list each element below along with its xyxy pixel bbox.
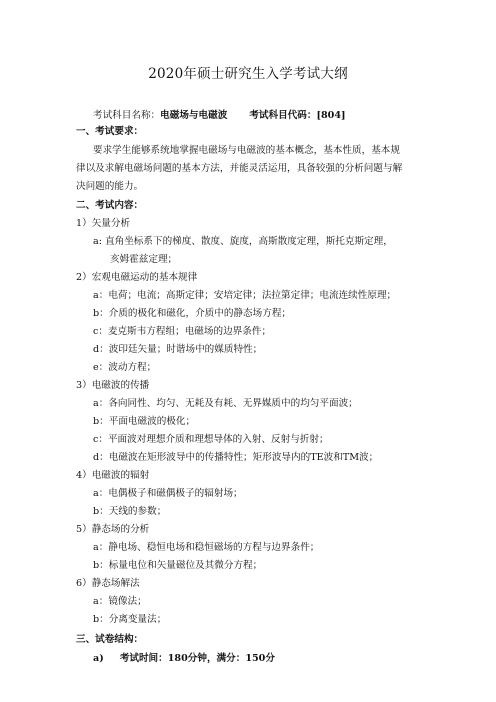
topic-item: a: 直角坐标系下的梯度、散度、旋度，高斯散度定理，斯托克斯定理， [93, 236, 393, 247]
structure-item-marker: a) [93, 653, 104, 664]
structure-item [93, 653, 275, 665]
topic-title: 4）电磁波的辐射 [76, 470, 150, 481]
topic-title: 2）宏观电磁运动的基本规律 [76, 272, 198, 283]
paragraph-line: 决问题的能力。 [76, 181, 144, 192]
subject-name-label: 考试科目名称： [93, 110, 161, 121]
topic-item: b：标量电位和矢量磁位及其微分方程； [93, 560, 263, 571]
section-heading-structure: 三、试卷结构： [76, 634, 144, 645]
topic-item: d：电磁波在矩形波导中的传播特性；矩形波导内的TE波和TM波； [93, 452, 379, 463]
structure-item-text: 考试时间：180分钟，满分：150分 [119, 653, 275, 664]
section-heading-requirements: 一、考试要求： [76, 126, 144, 137]
topic-item: a：静电场、稳恒电场和稳恒磁场的方程与边界条件； [93, 542, 320, 553]
topic-title: 1）矢量分析 [76, 218, 131, 229]
topic-title: 3）电磁波的传播 [76, 380, 150, 391]
topic-item: e：波动方程； [93, 362, 157, 373]
topic-item: b：介质的极化和磁化，介质中的静态场方程； [93, 308, 292, 319]
paragraph-line: 律以及求解电磁场问题的基本方法，并能灵活运用，具备较强的分析问题与解 [76, 163, 403, 174]
topic-title: 6）静态场解法 [76, 578, 140, 589]
document-title: 2020年硕士研究生入学考试大纲 [148, 66, 348, 82]
subject-code: [804] [316, 110, 346, 121]
subject-code-label: 考试科目代码： [249, 110, 317, 121]
topic-title: 5）静态场的分析 [76, 524, 150, 535]
topic-item: a：电荷；电流；高斯定律；安培定律；法拉第定律；电流连续性原理； [93, 290, 397, 301]
topic-item: b：分离变量法； [93, 614, 167, 625]
subject-name: 电磁场与电磁波 [160, 110, 228, 121]
topic-item: a：电偶极子和磁偶极子的辐射场； [93, 488, 243, 499]
topic-item: a：各向同性、均匀、无耗及有耗、无界媒质中的均匀平面波； [93, 398, 358, 409]
section-heading-content: 二、考试内容： [76, 200, 144, 211]
paragraph-line: 要求学生能够系统地掌握电磁场与电磁波的基本概念，基本性质，基本规 [93, 145, 400, 156]
topic-item: d：波印廷矢量；时谐场中的媒质特性； [93, 344, 263, 355]
topic-item: b：天线的参数； [93, 506, 167, 517]
subject-info [93, 107, 346, 121]
topic-item: 亥姆霍兹定理； [110, 254, 178, 265]
topic-item: b：平面电磁波的极化； [93, 416, 196, 427]
topic-item: a：镜像法； [93, 596, 147, 607]
topic-item: c：平面波对理想介质和理想导体的入射、反射与折射； [93, 434, 329, 445]
topic-item: c：麦克斯韦方程组；电磁场的边界条件； [93, 326, 272, 337]
